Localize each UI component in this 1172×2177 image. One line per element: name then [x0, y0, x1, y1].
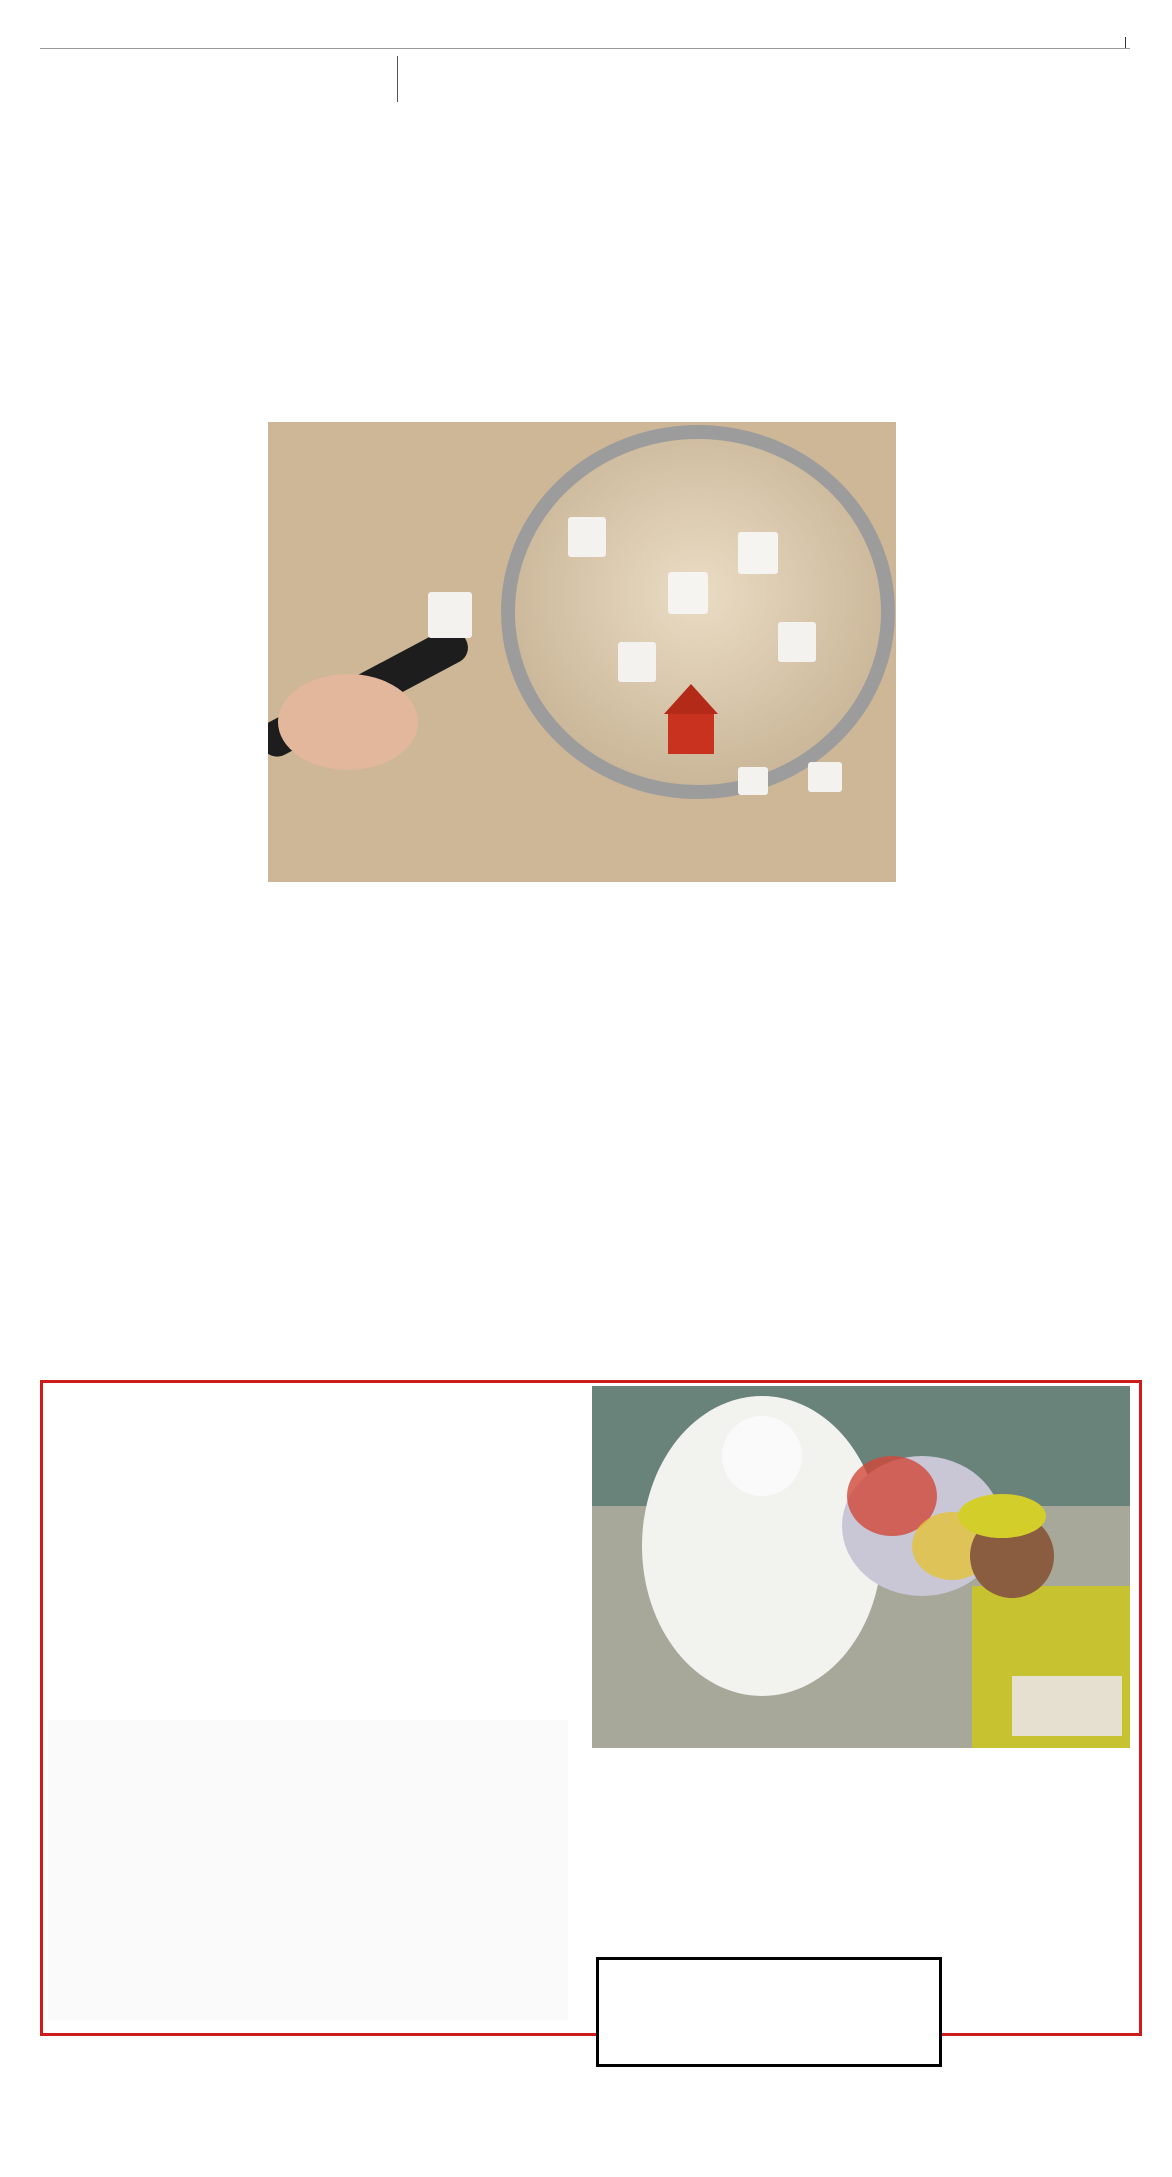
header-divider [397, 56, 398, 102]
article2-column-1 [40, 1504, 220, 1506]
hand [278, 674, 418, 770]
article-column-1 [40, 206, 252, 216]
vanti-ad [48, 1720, 568, 2020]
article2-photo-food-delivery [592, 1386, 1130, 1748]
food-delivery-illustration [592, 1386, 1130, 1748]
magnifier-illustration [268, 422, 896, 882]
print-color-bars [40, 2148, 1130, 2162]
article-column-4 [590, 962, 760, 966]
top-rule [40, 48, 1130, 49]
dateline [1121, 34, 1130, 49]
article-column-3 [407, 962, 549, 972]
article-column-2 [270, 962, 390, 972]
article-photo-magnifier [268, 422, 896, 882]
cheque-notice [596, 1957, 942, 2067]
